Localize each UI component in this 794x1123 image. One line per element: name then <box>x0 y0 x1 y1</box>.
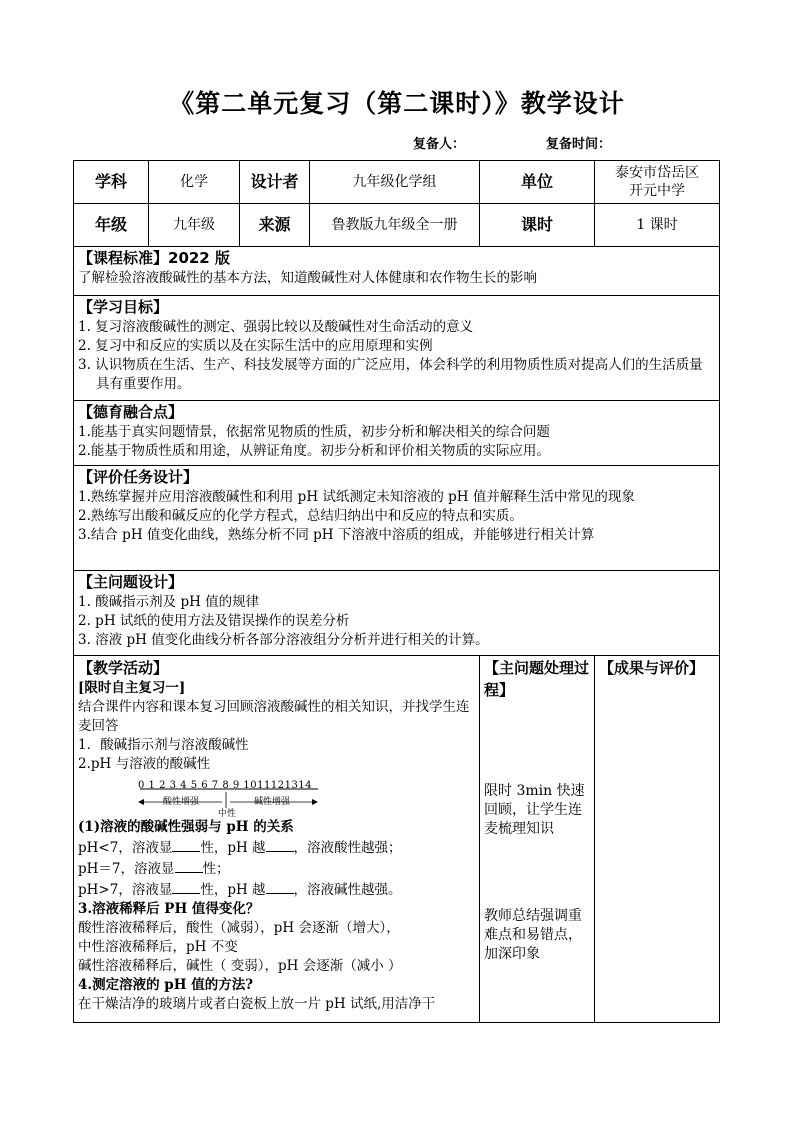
info-row-2 <box>74 204 720 247</box>
page-title: 《第二单元复习（第二课时）》教学设计 <box>169 89 625 118</box>
q3-line: 酸性溶液稀释后，酸性（减弱），pH 会逐渐（增大）， <box>78 920 400 936</box>
answer-blank <box>266 879 294 894</box>
questions-heading: 【主问题设计】 <box>78 573 184 591</box>
process-column <box>480 656 595 1023</box>
neutral-label: 中性 <box>218 809 237 819</box>
subject-label: 学科 <box>74 161 149 204</box>
answer-blank <box>172 837 200 852</box>
period-value: 1 课时 <box>595 204 720 247</box>
question-item: 1. 酸碱指示剂及 pH 值的规律 <box>78 594 260 610</box>
question-item: 2. pH 试纸的使用方法及错误操作的误差分析 <box>78 613 350 629</box>
q3-title: 3.溶液稀释后 PH 值得变化？ <box>78 901 260 917</box>
q1-base-line <box>78 879 475 900</box>
review-title: [限时自主复习一] <box>78 680 186 696</box>
process-heading: 【主问题处理过程】 <box>484 659 590 699</box>
q1-acid-text-3: ，溶液酸性越强； <box>293 840 402 856</box>
moral-row <box>74 401 720 466</box>
q1-neutral-text-1: pH＝7，溶液显 <box>78 861 175 877</box>
q1-acid-text-2: 性，pH 越 <box>200 840 266 856</box>
process-note-2: 教师总结强调重难点和易错点，加深印象 <box>484 908 582 962</box>
q1-acid-text-1: pH<7，溶液显 <box>78 840 173 856</box>
activity-row <box>74 656 720 1023</box>
evaluation-heading: 【评价任务设计】 <box>78 468 199 486</box>
q4-title: 4.测定溶液的 pH 值的方法? <box>78 977 254 993</box>
question-item: 3. 溶液 pH 值变化曲线分析各部分溶液组分分析并进行相关的计算。 <box>78 632 489 648</box>
goals-heading: 【学习目标】 <box>78 298 169 316</box>
source-value: 鲁教版九年级全一册 <box>310 204 480 247</box>
ph-scale-numbers: 0 1 2 3 4 5 6 7 8 9 1011121314 <box>138 780 313 791</box>
q1-base-text-3: ，溶液碱性越强。 <box>293 882 402 898</box>
questions-row <box>74 571 720 656</box>
answer-blank <box>266 837 294 852</box>
review-intro: 结合课件内容和课本复习回顾溶液酸碱性的相关知识，并找学生连麦回答 <box>78 699 470 734</box>
activity-item-2: 2.pH 与溶液的酸碱性 <box>78 756 211 772</box>
designer-label: 设计者 <box>240 161 310 204</box>
source-label: 来源 <box>240 204 310 247</box>
designer-value: 九年级化学组 <box>310 161 480 204</box>
ph-scale-figure <box>78 774 475 818</box>
q1-acid-line <box>78 837 475 858</box>
activity-heading: 【教学活动】 <box>78 659 169 677</box>
unit-line-2: 开元中学 <box>629 183 685 199</box>
moral-item: 1.能基于真实问题情景，依据常见物质的性质，初步分析和解决相关的综合问题 <box>78 424 550 440</box>
unit-label: 单位 <box>480 161 595 204</box>
standard-text: 了解检验溶液酸碱性的基本方法，知道酸碱性对人体健康和农作物生长的影响 <box>78 270 537 286</box>
acid-label: 酸性增强 <box>163 797 200 807</box>
standard-heading: 【课程标准】2022 版 <box>78 249 230 267</box>
standard-row <box>74 247 720 296</box>
base-label: 碱性增强 <box>254 797 291 807</box>
grade-label: 年级 <box>74 204 149 247</box>
info-row-1 <box>74 161 720 204</box>
answer-blank <box>175 858 203 873</box>
lesson-plan-table <box>73 160 720 1023</box>
q3-line: 碱性溶液稀释后，碱性（ 变弱），pH 会逐渐（减小 ） <box>78 958 402 974</box>
goal-item: 1. 复习溶液酸碱性的测定、强弱比较以及酸碱性对生命活动的意义 <box>78 319 474 335</box>
evaluation-column <box>595 656 720 1023</box>
prepared-by-label: 复备人： <box>413 137 466 152</box>
evaluation-item: 2.熟练写出酸和碱反应的化学方程式，总结归纳出中和反应的特点和实质。 <box>78 508 523 524</box>
results-heading: 【成果与评价】 <box>599 659 705 677</box>
unit-value <box>595 161 720 204</box>
q1-neutral-line <box>78 858 475 879</box>
q4-line: 在干燥洁净的玻璃片或者白瓷板上放一片 pH 试纸,用洁净干 <box>78 996 436 1012</box>
grade-value: 九年级 <box>149 204 240 247</box>
goal-item: 2. 复习中和反应的实质以及在实际生活中的应用原理和实例 <box>78 338 433 354</box>
subject-value: 化学 <box>149 161 240 204</box>
unit-line-1: 泰安市岱岳区 <box>615 165 699 181</box>
period-label: 课时 <box>480 204 595 247</box>
prepared-time-label: 复备时间： <box>546 137 612 152</box>
activity-item-1: 1．酸碱指示剂与溶液酸碱性 <box>78 737 249 753</box>
goals-row <box>74 296 720 401</box>
q1-title: (1)溶液的酸碱性强弱与 pH 的关系 <box>78 819 294 835</box>
q1-base-text-2: 性，pH 越 <box>200 882 266 898</box>
evaluation-row <box>74 466 720 571</box>
q3-line: 中性溶液稀释后，pH 不变 <box>78 939 238 955</box>
moral-heading: 【德育融合点】 <box>78 403 184 421</box>
q1-neutral-text-2: 性； <box>202 861 230 877</box>
goal-item: 3. 认识物质在生活、生产、科技发展等方面的广泛应用，体会科学的利用物质性质对提高人们的生活质量具有重要作用。 <box>78 357 703 392</box>
q1-base-text-1: pH>7，溶液显 <box>78 882 173 898</box>
process-note-1: 限时 3min 快速回顾，让学生连麦梳理知识 <box>484 783 585 837</box>
evaluation-item: 3.结合 pH 值变化曲线，熟练分析不同 pH 下溶液中溶质的组成，并能够进行相关计算 <box>78 527 595 543</box>
moral-item: 2.能基于物质性质和用途，从辨证角度。初步分析和评价相关物质的实际应用。 <box>78 443 550 459</box>
evaluation-item: 1.熟练掌握并应用溶液酸碱性和利用 pH 试纸测定未知溶液的 pH 值并解释生活中常见的现象 <box>78 489 635 505</box>
answer-blank <box>172 879 200 894</box>
